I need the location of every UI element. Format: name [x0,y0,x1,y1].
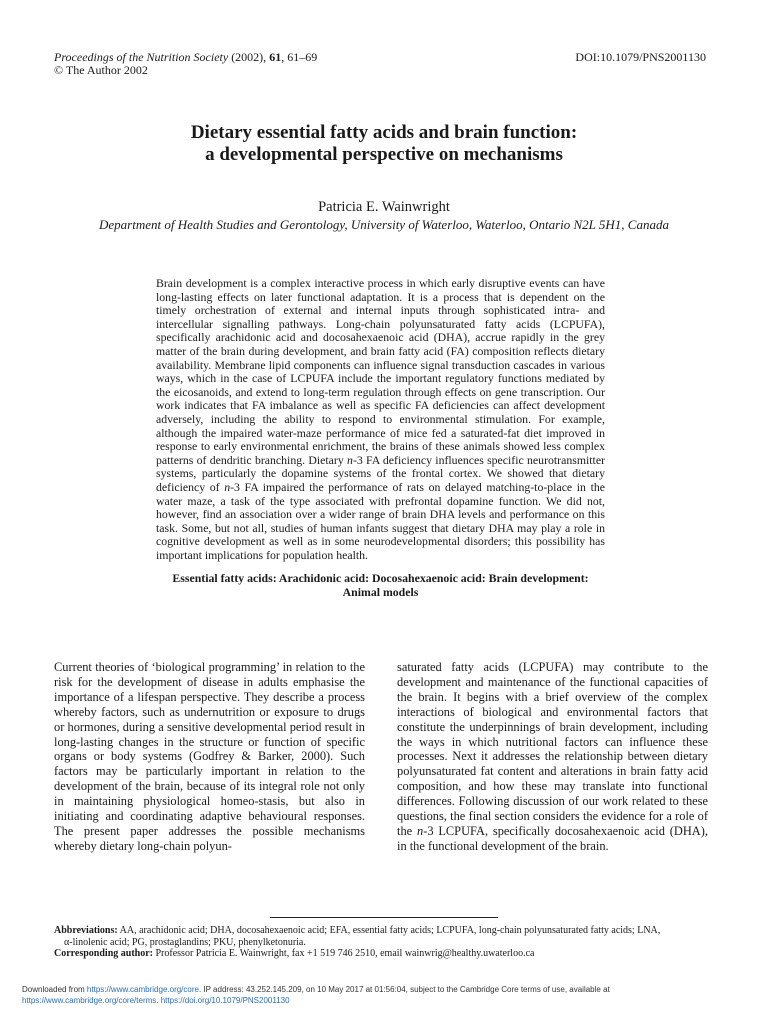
abstract-part-1: Brain development is a complex interactive process in which early disruptive events can have long-lasting effects on later functional adaptation. It is a process that is dependent on the timely orchestration of external and internal inputs through sophisticated intra- and intercellular signalling pathways. Long-chain polyunsaturated fatty acids (LCPUFA), specifically arachidonic acid and docosahexaenoic acid (DHA), accrue rapidly in the grey matter of the brain during development, and brain fatty acid (FA) composition reflects dietary availability. Membrane lipid components can influence signal transduction cascades in various ways, which in the case of LCPUFA include the important regulatory functions mediated by the eicosanoids, and extend to long-term regulation through effects on gene transcription. Our work indicates that FA imbalance as well as specific FA deficiencies can affect development adversely, including the ability to respond to environmental stimulation. For example, although the impaired water-maze performance of mice fed a saturated-fat diet improved in response to early environmental enrichment, the brains of these animals showed less complex patterns of dendritic branching. Dietary [156,276,605,467]
title-line-2: a developmental perspective on mechanisms [205,143,563,165]
download-notice [22,985,742,1006]
keywords [156,572,605,599]
abbreviations-note [54,925,706,937]
keywords-line-1: Essential fatty acids: Arachidonic acid: Docosahexaenoic acid: Brain development: [172,571,589,585]
body-right-part-2: -3 LCPUFA, specifically docosahexaenoic acid (DHA), in the functional development of the brain. [397,823,708,853]
download-text-c: . [156,995,161,1005]
journal-pages: , 61–69 [281,50,318,64]
running-header [54,51,474,77]
author-affiliation: Department of Health Studies and Gerontology, University of Waterloo, Waterloo, Ontario N2L 5H1, Canada [99,217,669,232]
doi-label: DOI:10.1079/PNS2001130 [575,50,706,64]
corresponding-author-text: Professor Patricia E. Wainwright, fax +1 519 746 2510, email wainwrig@healthy.uwaterloo.ca [153,948,535,960]
footnotes [54,925,706,960]
abbreviations-label: Abbreviations: [54,925,118,936]
doi-link[interactable]: https://doi.org/10.1079/PNS2001130 [160,995,290,1005]
footnote-rule [270,917,498,918]
abbreviations-text: AA, arachidonic acid; DHA, docosahexaenoic acid; EFA, essential fatty acids; LCPUFA, long-chain polyunsaturated fatty acids; LNA, [117,925,661,936]
abstract [156,277,605,562]
title-line-1: Dietary essential fatty acids and brain function: [190,122,578,143]
abstract-part-2: -3 FA deficiency influences specific neurotransmitter systems, particularly the dopamine systems of the frontal cortex. We showed that dietary deficiency of [156,452,605,494]
abbreviations-text-cont: α-linolenic acid; PG, prostaglandins; PKU, phenylketonuria. [64,936,306,948]
journal-name: Proceedings of the Nutrition Society [54,50,229,64]
corresponding-author-label: Corresponding author: [54,948,153,960]
article-title [80,122,688,165]
journal-volume: 61 [269,50,282,64]
cambridge-core-link[interactable]: https://www.cambridge.org/core [86,985,199,994]
copyright-line: © The Author 2002 [54,63,148,77]
abstract-n-italic-2: n [224,479,231,494]
download-text-b: . IP address: 43.252.145.209, on 10 May 2017 at 01:56:04, subject to the Cambridge Core terms of use, available at [198,985,610,994]
journal-year: (2002), [228,50,270,64]
download-text-a: Downloaded from [22,985,87,994]
body-right-n-italic: n [416,823,424,838]
author-name: Patricia E. Wainwright [318,199,450,215]
body-column-right [397,660,708,854]
body-right-part-1: saturated fatty acids (LCPUFA) may contribute to the development and maintenance of the functional capacities of the brain. It begins with a brief overview of the complex interactions of biological and environmental factors that constitute the underpinnings of brain development, including the ways in which nutritional factors can influence these processes. Next it addresses the relationship between dietary polyunsaturated fat content and alterations in brain fatty acid composition, and how these may translate into functional differences. Following discussion of our work related to these questions, the final section considers the evidence for a role of the [397,660,708,838]
abstract-part-3: -3 FA impaired the performance of rats on delayed matching-to-place in the water maze, a task of the type associated with prefrontal dopamine function. We did not, however, find an association over a wider range of brain DHA levels and performance on this task. Some, but not all, studies of human infants suggest that dietary DHA may play a role in cognitive development as well as in some neurodevelopmental disorders; this possibility has important implications for population health. [156,479,605,562]
corresponding-author-note [54,948,706,960]
abstract-n-italic-1: n [347,452,353,467]
body-column-left: Current theories of ‘biological programming’ in relation to the risk for the development of disease in adults emphasise the importance of a lifespan perspective. They describe a process whereby factors, such as undernutrition or exposure to drugs or hormones, during a sensitive developmental period result in long-lasting changes in the structure or function of specific organs or body systems (Godfrey & Barker, 2000). Such factors may be particularly important in relation to the development of the brain, because of its integral role not only in maintaining physiological homeo-stasis, but also in initiating and coordinating adaptive behavioural responses. The present paper addresses the possible mechanisms whereby dietary long-chain polyun- [54,660,365,853]
keywords-line-2: Animal models [342,584,419,599]
cambridge-terms-link[interactable]: https://www.cambridge.org/core/terms [22,995,157,1005]
